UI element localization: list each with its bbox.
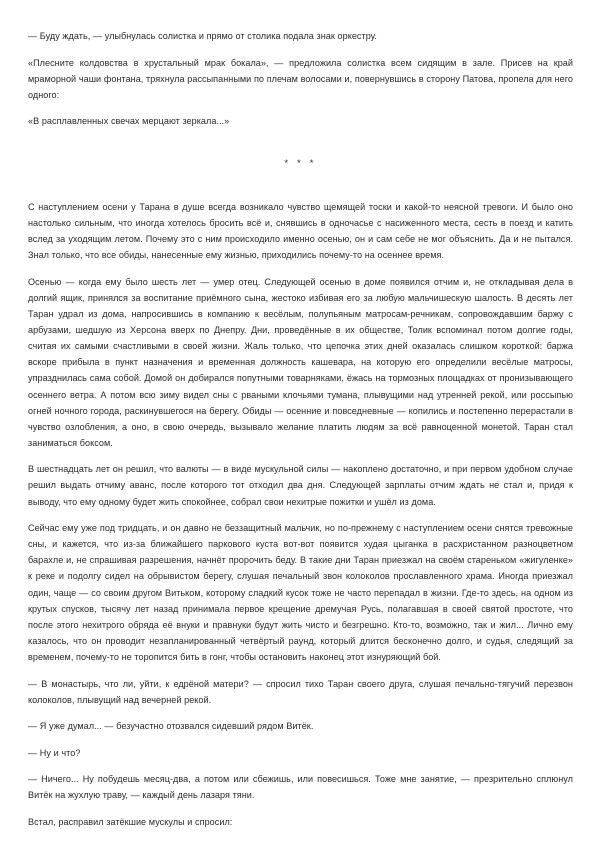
paragraph: — Ничего... Ну побудешь месяц-два, а потом или сбежишь, или повесишься. Тоже мне занятие, — презрительно сплюнул Витёк на жухлую траву, — каждый день лазаря тяни.	[28, 774, 573, 801]
paragraph: — Буду ждать, — улыбнулась солистка и прямо от столика подала знак оркестру.	[28, 31, 377, 41]
paragraph: — В монастырь, что ли, уйти, к едрёной матери? — спросил тихо Таран своего друга, слушая печально-тягучий перезвон колоколов, плывущий над вечерней рекой.	[28, 678, 573, 705]
paragraph: Встал, расправил затёкшие мускулы и спросил:	[28, 817, 233, 828]
section-separator: * * *	[284, 157, 317, 169]
paragraph: «В расплавленных свечах мерцают зеркала...»	[28, 116, 230, 127]
paragraph: С наступлением осени у Тарана в душе всегда возникало чувство щемящей тоски и какой-то неясной тревоги. И было оно настолько сильным, что иногда хотелось бросить всё и, снявшись в одночасье с насиженного места, сесть в поезд и катить вслед за уходящим летом. Почему это с ним происходило именно осенью, он и сам себе не мог объяснить. Да и не пытался. Знал только, что все обиды, нанесенные ему жизнью, приходились почему-то на осеннее время.	[28, 201, 573, 261]
paragraph: — Ну и что?	[28, 747, 81, 758]
document-body	[28, 28, 573, 830]
paragraph: — Я уже думал... — безучастно отозвался сидевший рядом Витёк.	[28, 721, 314, 732]
paragraph: В шестнадцать лет он решил, что валюты — в виде мускульной силы — накоплено достаточно, и при первом удобном случае решил выдать отчиму аванс, после которого тот отходил два дня. Следующей зарплаты отчим ждать не стал и, придя к выводу, что ему одному будет жить спокойнее, собрал свои нехитрые пожитки и ушёл из дома.	[28, 464, 573, 507]
paragraph: Осенью — когда ему было шесть лет — умер отец. Следующей осенью в доме появился отчим и, не откладывая дела в долгий ящик, принялся за воспитание приёмного сына, жестоко избивая его за любую мальчишескую шалость. В десять лет Таран удрал из дома, напросившись в компанию к весёлым, полупьяным матросам-речникам, сопровождавшим баржу с арбузами, шедшую из Херсона вверх по Днепру. Дни, проведённые в их обществе, Толик вспоминал потом долгие годы, считая их самыми счастливыми в своей жизни. Жаль только, что цепочка этих дней оказалась слишком короткой: баржа вскоре прибыла в пункт назначения и временная должность кашевара, на которую его определили весёлые матросы, упразднилась сама собой. Домой он добирался попутными товарняками, ёжась на тормозных площадках от пронизывающего осеннего ветра. А потом всю зиму видел сны с рваными клочьями тумана, плывущими над утренней рекой, или россыпью огней ночного города, раскинувшегося на берегу. Обиды — осенние и повседневные — копились и постепенно перерастали в чувство озлобления, а оно, в свою очередь, вызывало желание платить людям за всё равноценной монетой. Таран стал заниматься боксом.	[28, 276, 573, 448]
paragraph: «Плесните колдовства в хрустальный мрак бокала», — предложила солистка всем сидящим в зале. Присев на край мраморной чаши фонтана, тряхнула рассыпанными по плечам волосами и, повернувшись в сторону Патова, пропела для него одного:	[28, 57, 573, 100]
paragraph: Сейчас ему уже под тридцать, и он давно не беззащитный мальчик, но по-прежнему с наступлением осени снятся тревожные сны, и кажется, что из-за ближайшего паркового куста вот-вот появится худая цыганка в расхристанном разноцветном барахле и, не спрашивая разрешения, начнёт пророчить беду. В такие дни Таран приезжал на своём стареньком «жигуленке» к реке и подолгу сидел на обрывистом берегу, слушая печальный звон колоколов прославленного храма. Иногда приезжал один, чаще — со своим другом Витьком, которому сладкий кусок тоже не часто перепадал в жизни. Где-то здесь, на одном из крутых спусков, тысячу лет назад принимала первое крещение дремучая Русь, полагавшая в своей святой простоте, что после этого нехитрого обряда её внуки и правнуки будут жить чисто и безгрешно. Кто-то, возможно, так и жил... Лично ему казалось, что он проводит незапланированный четвёртый раунд, который длится бесконечно долго, и судья, следящий за временем, почему-то не торопится бить в гонг, чтобы остановить наконец этот изнуряющий бой.	[28, 523, 573, 662]
